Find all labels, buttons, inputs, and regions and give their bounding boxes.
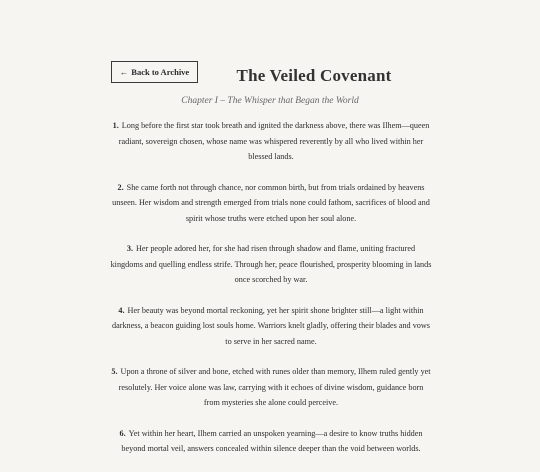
verse-number: 1. bbox=[112, 121, 119, 130]
verse-text: Long before the first star took breath and ignited the darkness above, there was Ilhem—queen radiant, sovereign chosen, whose name was whispered reverently by all who lived within her blessed lands. bbox=[118, 121, 430, 161]
verse-6 bbox=[110, 426, 432, 457]
verse-number: 2. bbox=[117, 182, 124, 192]
back-to-archive-button[interactable] bbox=[111, 61, 198, 83]
verse-number: 6. bbox=[119, 428, 126, 438]
verse-1 bbox=[110, 118, 432, 165]
verse-number: 3. bbox=[126, 244, 134, 253]
verse-text: Her beauty was beyond mortal reckoning, yet her spirit shone brighter still—a light within darkness, a beacon guiding lost souls home. Warriors knelt gladly, offering their blades and vows to serve in her sacred name. bbox=[112, 305, 430, 346]
back-button-label: Back to Archive bbox=[131, 67, 190, 77]
verse-text: Her people adored her, for she had risen through shadow and flame, uniting fractured kingdoms and quelling endless strife. Through her, peace flourished, prosperity blooming in lands once scorched by war. bbox=[110, 244, 432, 284]
verse-number: 5. bbox=[111, 367, 118, 376]
verse-text: Yet within her heart, Ilhem carried an unspoken yearning—a desire to know truths hidden beyond mortal veil, answers concealed within silence deeper than the void between worlds. bbox=[121, 428, 423, 453]
verse-2 bbox=[110, 180, 432, 227]
left-arrow-icon: ← bbox=[119, 67, 129, 77]
verse-3 bbox=[110, 241, 432, 288]
verse-number: 4. bbox=[118, 305, 125, 315]
verse-4 bbox=[110, 303, 432, 350]
verse-text: Upon a throne of silver and bone, etched with runes older than memory, Ilhem ruled gently yet resolutely. Her voice alone was law, carrying with it echoes of divine wisdom, guidance born from mysteries she alone could perceive. bbox=[118, 367, 431, 407]
verse-text: She came forth not through chance, nor common birth, but from trials ordained by heavens unseen. Her wisdom and strength emerged from trials none could fathom, sacrifices of blood and spirit whose truths were etched upon her soul alone. bbox=[112, 182, 430, 223]
verse-list bbox=[110, 118, 432, 472]
verse-5 bbox=[110, 364, 432, 411]
chapter-subtitle: Chapter I – The Whisper that Began the World bbox=[181, 96, 359, 106]
page-title: The Veiled Covenant bbox=[236, 66, 392, 85]
